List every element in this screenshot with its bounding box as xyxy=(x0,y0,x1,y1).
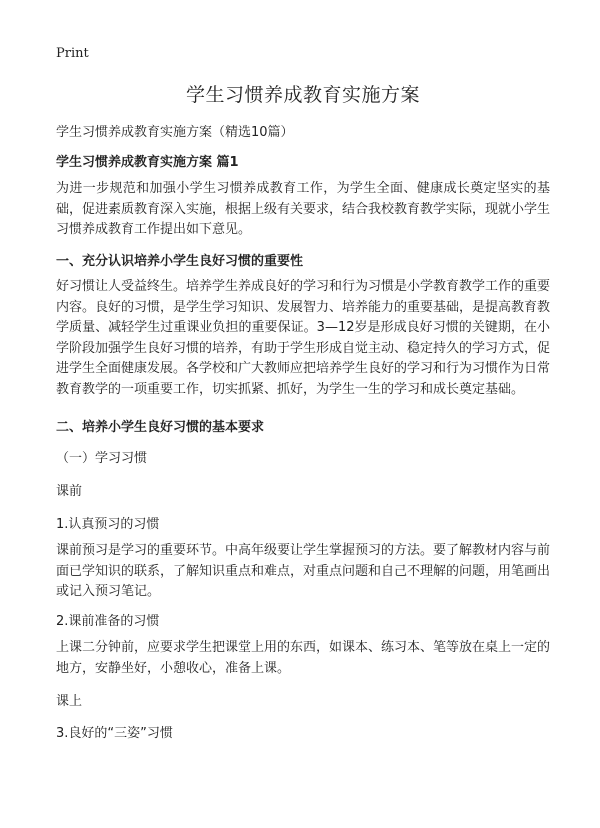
subsection-study-habits: （一）学习习惯 xyxy=(56,451,148,466)
section1-heading: 一、充分认识培养小学生良好习惯的重要性 xyxy=(56,254,304,269)
before-class-label: 课前 xyxy=(56,484,83,499)
intro-paragraph: 为进一步规范和加强小学生习惯养成教育工作，为学生全面、健康成长奠定坚实的基础，促进素质教育深入实施，根据上级有关要求，结合我校教育教学实际，现就小学生习惯养成教育工作提出如下意见。 xyxy=(56,181,551,237)
item1-title: 1.认真预习的习惯 xyxy=(56,517,160,532)
item2-title: 2.课前准备的习惯 xyxy=(56,614,160,629)
section2-heading: 二、培养小学生良好习惯的基本要求 xyxy=(56,420,265,435)
document-subtitle: 学生习惯养成教育实施方案（精选10篇） xyxy=(56,125,294,140)
item3-title: 3.良好的“三姿”习惯 xyxy=(56,726,173,741)
document-title: 学生习惯养成教育实施方案 xyxy=(185,84,420,106)
article-heading: 学生习惯养成教育实施方案 篇1 xyxy=(56,155,239,170)
item2-paragraph: 上课二分钟前，应要求学生把课堂上用的东西，如课本、练习本、笔等放在桌上一定的地方，安静坐好，小憩收心，准备上课。 xyxy=(56,640,551,676)
section1-paragraph: 好习惯让人受益终生。培养学生养成良好的学习和行为习惯是小学教育教学工作的重要内容。良好的习惯，是学生学习知识、发展智力、培养能力的重要基础，是提高教育教学质量、减轻学生过重课业负担的重要保证。3—12岁是形成良好习惯的关键期，在小学阶段加强学生良好习惯的培养，有助于学生形成自觉主动、稳定持久的学习方式，促进学生全面健康发展。各学校和广大教师应把培养学生良好的学习和行为习惯作为日常教育教学的一项重要工作，切实抓紧、抓好，为学生一生的学习和成长奠定基础。 xyxy=(56,279,551,397)
print-link[interactable]: Print xyxy=(56,46,89,61)
item1-paragraph: 课前预习是学习的重要环节。中高年级要让学生掌握预习的方法。要了解教材内容与前面已学知识的联系，了解知识重点和难点，对重点问题和自己不理解的问题，用笔画出或记入预习笔记。 xyxy=(56,543,551,599)
in-class-label: 课上 xyxy=(56,694,83,709)
